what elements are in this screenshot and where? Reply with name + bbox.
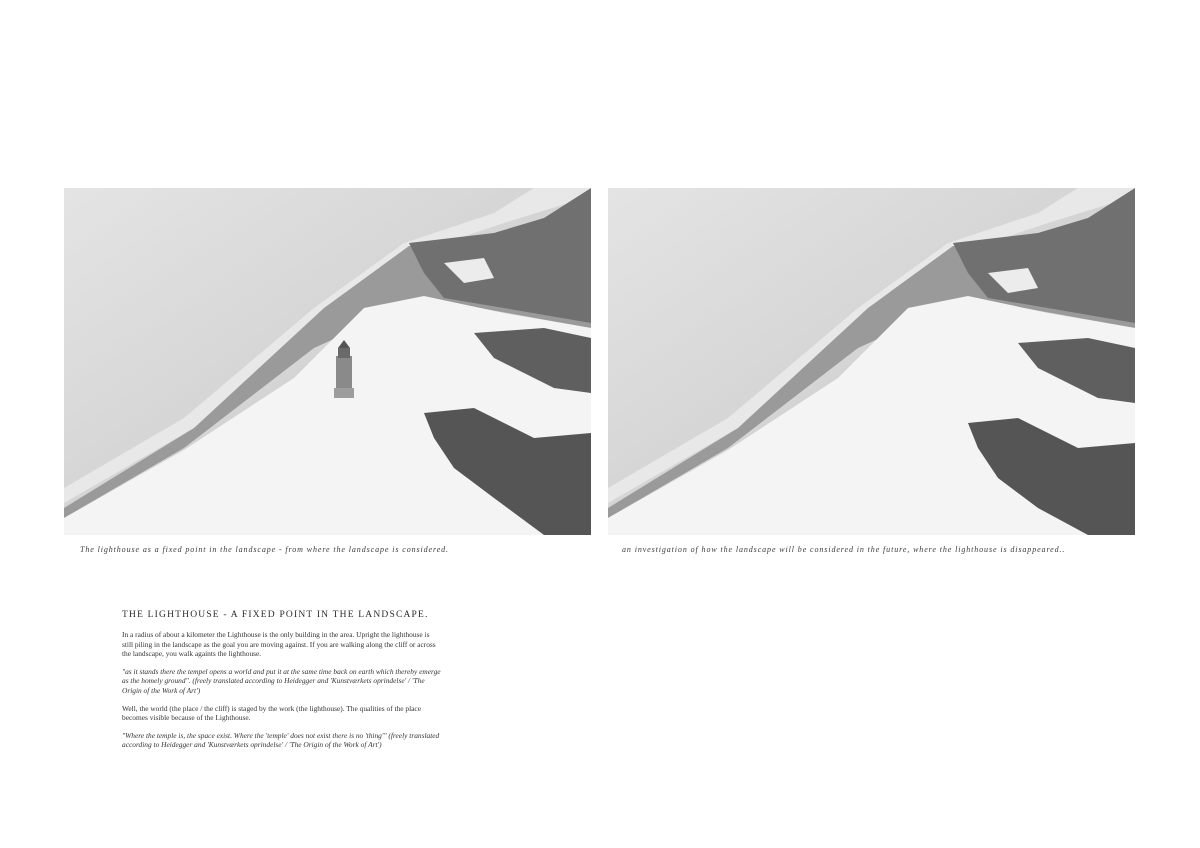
photo-without-lighthouse xyxy=(608,188,1135,535)
photo-with-lighthouse xyxy=(64,188,591,535)
section-heading: THE LIGHTHOUSE - A FIXED POINT IN THE LANDSCAPE. xyxy=(122,610,429,620)
caption-right: an investigation of how the landscape will be considered in the future, where the lighthouse is disappeared.. xyxy=(622,545,1066,554)
quote-2: "Where the temple is, the space exist. Where the 'temple' does not exist there is no 'thing'" (freely translated according to Heidegger and 'Kunstværkets oprindelse' / 'The Origin of the Work of Art') xyxy=(122,730,440,750)
aerial-landscape-image xyxy=(64,188,591,535)
quote-1: "as it stands there the tempel opens a world and put it at the same time back on earth which thereby emerge as the homely ground". (freely translated according to Heidegger and 'Kunstværkets oprindelse' / 'The Origin of the Work of Art') xyxy=(122,666,441,695)
paragraph-2: Well, the world (the place / the cliff) is staged by the work (the lighthouse). The qualities of the place becomes visible because of the Lighthouse. xyxy=(122,703,421,723)
aerial-landscape-image xyxy=(608,188,1135,535)
caption-left: The lighthouse as a fixed point in the landscape - from where the landscape is considered. xyxy=(80,545,449,554)
text-block xyxy=(122,610,442,758)
paragraph-1: In a radius of about a kilometer the Lighthouse is the only building in the area. Upright the lighthouse is still piling in the landscape as the goal you are moving against. If you are walking along the cliff or across the landscape, you walk againts the lighthouse. xyxy=(122,630,436,659)
